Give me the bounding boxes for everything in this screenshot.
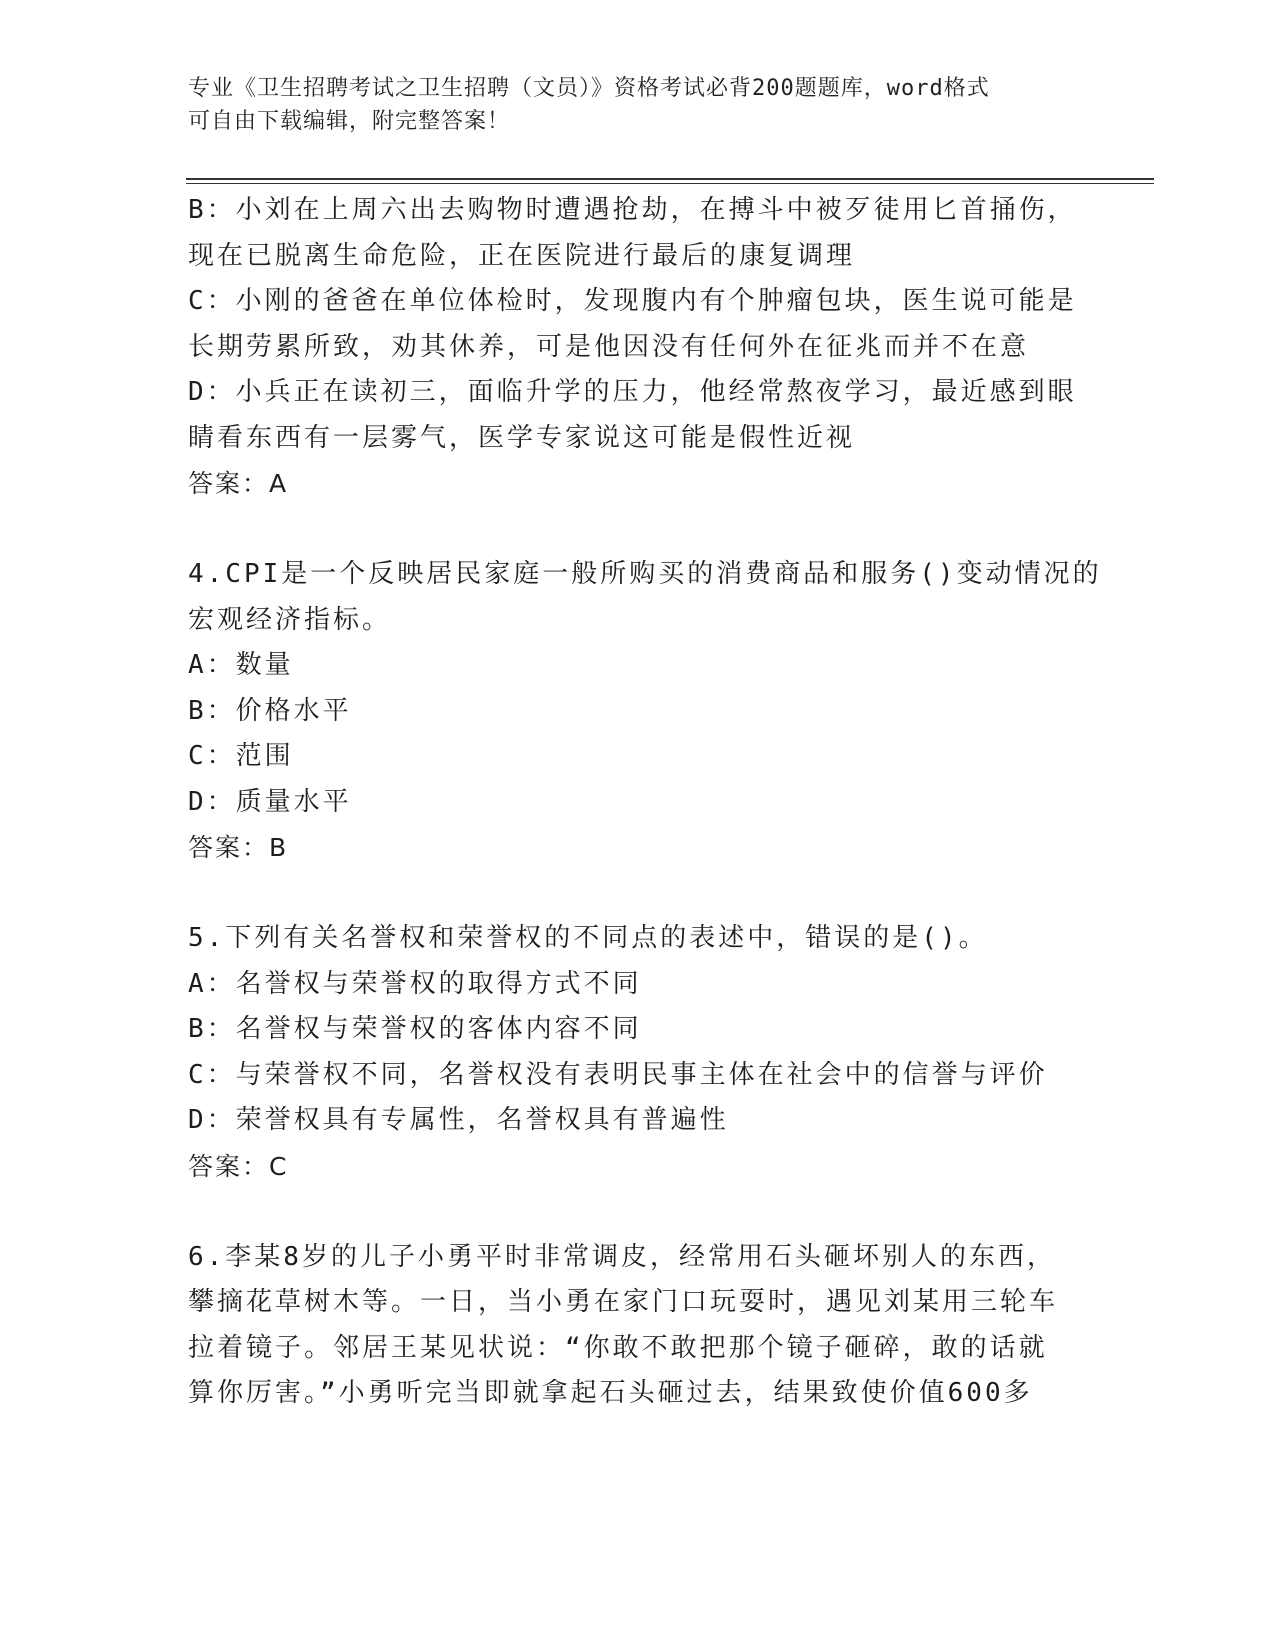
question-spacer xyxy=(188,1189,1088,1235)
option-c: C：与荣誉权不同，名誉权没有表明民事主体在社会中的信誉与评价 xyxy=(188,1059,1048,1090)
question-stem-line-1: 6.李某8岁的儿子小勇平时非常调皮，经常用石头砸坏别人的东西， xyxy=(188,1241,1056,1272)
option-d: D：荣誉权具有专属性，名誉权具有普遍性 xyxy=(188,1105,729,1135)
option-b-line-1: B：小刘在上周六出去购物时遭遇抢劫，在搏斗中被歹徒用匕首捅伤， xyxy=(188,195,1077,225)
question-stem-line-1: 4.CPI是一个反映居民家庭一般所购买的消费商品和服务()变动情况的 xyxy=(188,559,1102,589)
answer-label: 答案：A xyxy=(188,469,289,498)
option-d-line-2: 睛看东西有一层雾气，医学专家说这可能是假性近视 xyxy=(188,422,856,453)
option-c-line-2: 长期劳累所致，劝其休养，可是他因没有任何外在征兆而并不在意 xyxy=(188,331,1030,362)
question-spacer xyxy=(188,507,1088,553)
document-body xyxy=(188,188,1102,1417)
option-a: A：名誉权与荣誉权的取得方式不同 xyxy=(188,968,642,999)
option-b: B：名誉权与荣誉权的客体内容不同 xyxy=(188,1014,642,1044)
option-c: C：范围 xyxy=(188,741,294,771)
option-c-line-1: C：小刚的爸爸在单位体检时，发现腹内有个肿瘤包块，医生说可能是 xyxy=(188,286,1077,316)
header-title-line-2: 可自由下载编辑，附完整答案！ xyxy=(188,109,511,134)
answer-label: 答案：C xyxy=(188,1151,289,1181)
question-stem-line-2: 宏观经济指标。 xyxy=(188,604,392,635)
option-d: D：质量水平 xyxy=(188,786,352,817)
option-d-line-1: D：小兵正在读初三，面临升学的压力，他经常熬夜学习，最近感到眼 xyxy=(188,377,1077,407)
question-6 xyxy=(188,1235,1088,1417)
option-a: A：数量 xyxy=(188,650,294,680)
header-title-line-1: 专业《卫生招聘考试之卫生招聘（文员）》资格考试必背200题题库，word格式 xyxy=(188,76,990,101)
question-4 xyxy=(188,552,1102,871)
header-divider-thin xyxy=(186,183,1154,184)
header-divider-thick xyxy=(186,178,1154,180)
option-b: B：价格水平 xyxy=(188,695,352,726)
answer-label: 答案：B xyxy=(188,833,289,862)
question-stem-line-4: 算你厉害。”小勇听完当即就拿起石头砸过去，结果致使价值600多 xyxy=(188,1378,1033,1408)
question-stem-line-3: 拉着镜子。邻居王某见状说：“你敢不敢把那个镜子砸碎，敢的话就 xyxy=(188,1332,1048,1363)
question-5 xyxy=(188,916,1088,1189)
document-header xyxy=(188,72,1088,138)
question-3-tail xyxy=(188,188,1088,507)
question-spacer xyxy=(188,871,1088,917)
option-b-line-2: 现在已脱离生命危险，正在医院进行最后的康复调理 xyxy=(188,240,856,271)
question-stem: 5.下列有关名誉权和荣誉权的不同点的表述中，错误的是()。 xyxy=(188,923,988,953)
question-stem-line-2: 攀摘花草树木等。一日，当小勇在家门口玩耍时，遇见刘某用三轮车 xyxy=(188,1287,1059,1317)
